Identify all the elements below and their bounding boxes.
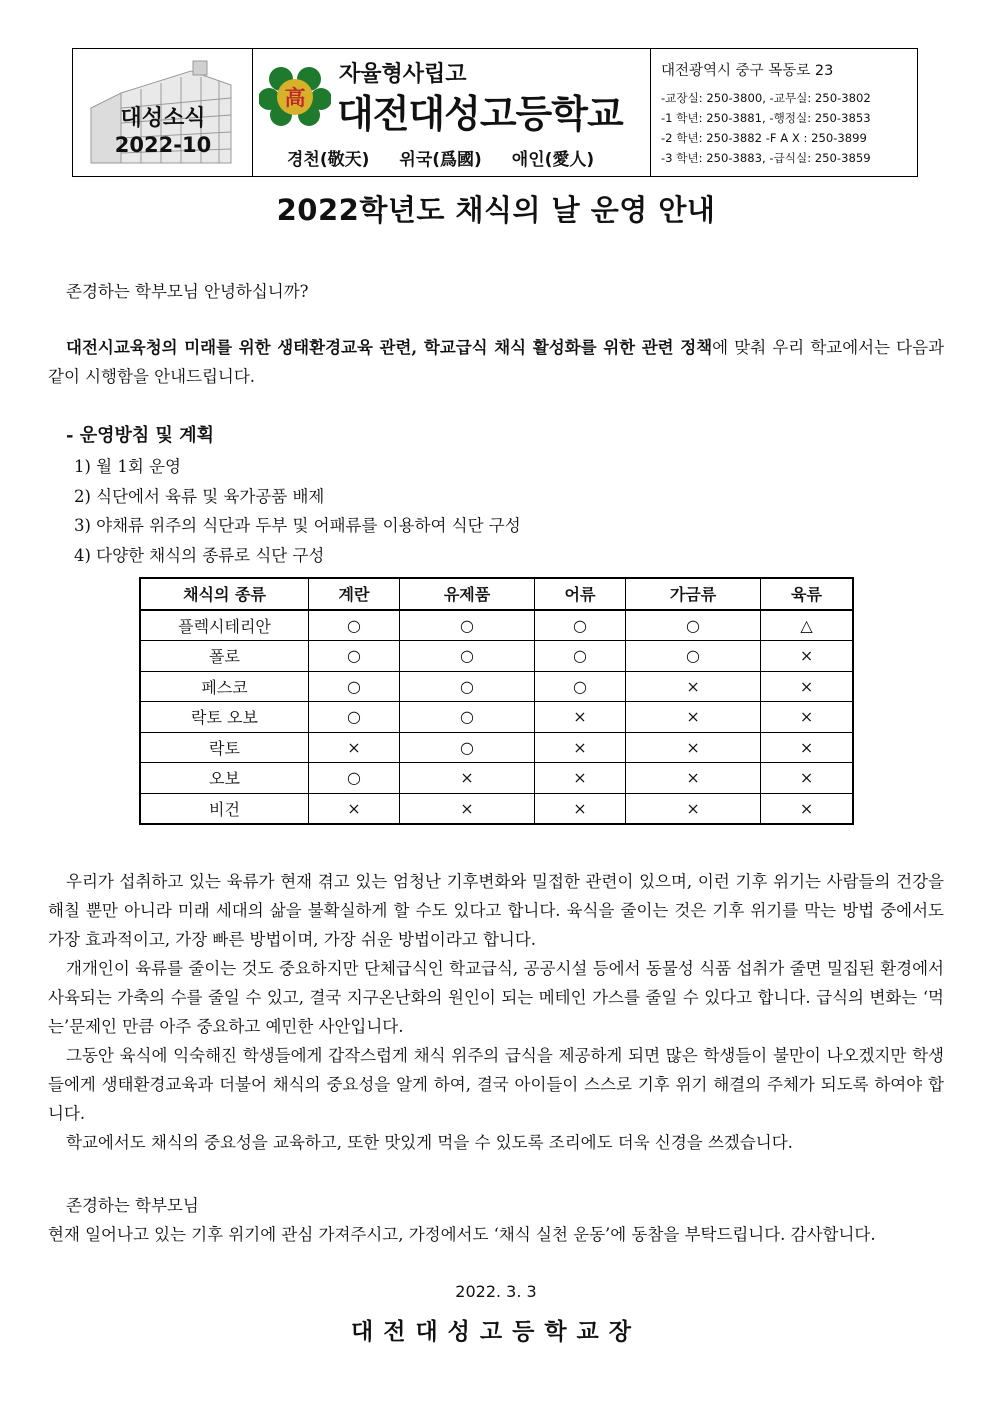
body-text [48, 867, 944, 1157]
school-name: 대전대성고등학교 [337, 92, 623, 136]
table-cell: ○ [399, 610, 534, 641]
table-cell: × [535, 732, 626, 763]
newsletter-issue: 2022-10 [114, 133, 212, 157]
motto: 애인(愛人) [511, 150, 595, 170]
list-item: 3) 야채류 위주의 식단과 두부 및 어패류를 이용하여 식단 구성 [74, 516, 521, 535]
table-row [140, 610, 853, 641]
intro-emphasis: 대전시교육청의 미래를 위한 생태환경교육 관련, 학교급식 채식 활성화를 위한 관련 정책 [66, 338, 713, 357]
closing-salutation-text: 존경하는 학부모님 [66, 1196, 199, 1215]
table-cell: ○ [535, 671, 626, 702]
list-item: 1) 월 1회 운영 [74, 457, 181, 476]
table-cell: ○ [626, 610, 761, 641]
newsletter-title: 대성소식 [120, 106, 206, 131]
table-cell: × [761, 732, 853, 763]
row-label: 페스코 [140, 671, 309, 702]
column-header: 유제품 [399, 578, 534, 610]
table-cell: × [761, 641, 853, 672]
vegetarian-types-table [139, 577, 854, 825]
column-header: 계란 [309, 578, 400, 610]
contact-line: -2 학년: 250-3882 -F A X : 250-3899 [661, 131, 867, 145]
table-cell: × [535, 793, 626, 824]
table-cell: ○ [309, 641, 400, 672]
table-cell: ○ [399, 641, 534, 672]
table-row [140, 763, 853, 794]
body-paragraph: 우리가 섭취하고 있는 육류가 현재 겪고 있는 엄청난 기후변화와 밀접한 관련이 있으며, 이런 기후 위기는 사람들의 건강을 해칠 뿐만 아니라 미래 세대의 삶을 불확실하게 할 수도 있다고 합니다. 육식을 줄이는 것은 기후 위기를 막는 방법 중에서도 가장 효과적이고, 가장 빠른 방법이며, 가장 쉬운 방법이라고 합니다. [48, 872, 944, 949]
row-label: 폴로 [140, 641, 309, 672]
school-subtitle: 자율형사립고 [339, 62, 467, 87]
school-address: 대전광역시 중구 목동로 23 [661, 63, 834, 79]
table-row [140, 641, 853, 672]
table-cell: ○ [399, 732, 534, 763]
closing-text: 현재 일어나고 있는 기후 위기에 관심 가져주시고, 가정에서도 ‘채식 실천 운동’에 동참을 부탁드립니다. 감사합니다. [48, 1225, 876, 1244]
table-cell: × [309, 732, 400, 763]
table-cell: ○ [535, 641, 626, 672]
body-paragraph: 개개인이 육류를 줄이는 것도 중요하지만 단체급식인 학교급식, 공공시설 등에서 동물성 식품 섭취가 줄면 밀집된 환경에서 사육되는 가축의 수를 줄일 수 있고, 결국 지구온난화의 원인이 되는 메테인 가스를 줄일 수 있다고 합니다. 급식의 변화는 ‘먹는’문제인 만큼 아주 중요하고 예민한 사안입니다. [48, 959, 944, 1036]
table-row [140, 732, 853, 763]
table-cell: × [399, 793, 534, 824]
row-label: 비건 [140, 793, 309, 824]
row-label: 락토 오보 [140, 702, 309, 733]
contact-line: -3 학년: 250-3883, -급식실: 250-3859 [661, 151, 871, 165]
newsletter-badge [73, 49, 253, 176]
school-identity [253, 49, 651, 176]
emblem-glyph: 高 [284, 86, 306, 110]
document-date: 2022. 3. 3 [455, 1282, 537, 1301]
table-cell: ○ [309, 610, 400, 641]
row-label: 플렉시테리안 [140, 610, 309, 641]
table-cell: ○ [399, 671, 534, 702]
column-header: 채식의 종류 [140, 578, 309, 610]
contact-line: -교장실: 250-3800, -교무실: 250-3802 [661, 91, 871, 105]
school-mottos [287, 145, 594, 170]
table-cell: × [309, 793, 400, 824]
school-emblem-icon [259, 65, 331, 127]
contact-line: -1 학년: 250-3881, -행정실: 250-3853 [661, 111, 871, 125]
intro-paragraph [48, 333, 944, 391]
table-cell: ○ [626, 641, 761, 672]
row-label: 락토 [140, 732, 309, 763]
signer: 대전대성고등학교장 [351, 1318, 641, 1345]
column-header: 어류 [535, 578, 626, 610]
table-cell: × [535, 763, 626, 794]
document-title: 2022학년도 채식의 날 운영 안내 [276, 193, 716, 227]
table-row [140, 671, 853, 702]
closing-salutation [48, 1191, 944, 1220]
table-header-row [140, 578, 853, 610]
table-cell: ○ [309, 671, 400, 702]
table-cell: × [761, 702, 853, 733]
table-cell: × [626, 793, 761, 824]
intro-rest: 에 맞춰 우리 학교에서는 다음과 같이 시행함을 안내드립니다. [48, 338, 945, 386]
plan-list [74, 452, 521, 570]
table-cell: × [626, 702, 761, 733]
list-item: 2) 식단에서 육류 및 육가공품 배제 [74, 486, 325, 506]
motto: 위국(爲國) [399, 150, 482, 170]
table-cell: × [626, 671, 761, 702]
school-contact [651, 49, 917, 176]
row-label: 오보 [140, 763, 309, 794]
table-row [140, 793, 853, 824]
table-cell: ○ [309, 702, 400, 733]
table-cell: × [761, 763, 853, 794]
table-cell: × [626, 732, 761, 763]
table-cell: × [535, 702, 626, 733]
table-row [140, 702, 853, 733]
table-cell: ○ [399, 702, 534, 733]
table-cell: × [626, 763, 761, 794]
list-item: 4) 다양한 채식의 종류로 식단 구성 [74, 545, 325, 565]
closing [48, 1191, 944, 1249]
table-cell: × [761, 671, 853, 702]
motto: 경천(敬天) [287, 150, 370, 170]
table-cell: × [399, 763, 534, 794]
table-cell: ○ [535, 610, 626, 641]
table-cell: × [761, 793, 853, 824]
letterhead [72, 48, 918, 177]
body-paragraph: 그동안 육식에 익숙해진 학생들에게 갑작스럽게 채식 위주의 급식을 제공하게 되면 많은 학생들이 불만이 나오겠지만 학생들에게 생태환경교육과 더불어 채식의 중요성을 알게 하여, 결국 아이들이 스스로 기후 위기 해결의 주체가 되도록 하여야 합니다. [48, 1046, 944, 1123]
plan-section-title: - 운영방침 및 계획 [66, 425, 214, 446]
table-cell: ○ [309, 763, 400, 794]
column-header: 육류 [761, 578, 853, 610]
body-paragraph: 학교에서도 채식의 중요성을 교육하고, 또한 맛있게 먹을 수 있도록 조리에도 더욱 신경을 쓰겠습니다. [66, 1133, 793, 1152]
table-cell: △ [761, 610, 853, 641]
greeting: 존경하는 학부모님 안녕하십니까? [66, 282, 309, 301]
column-header: 가금류 [626, 578, 761, 610]
